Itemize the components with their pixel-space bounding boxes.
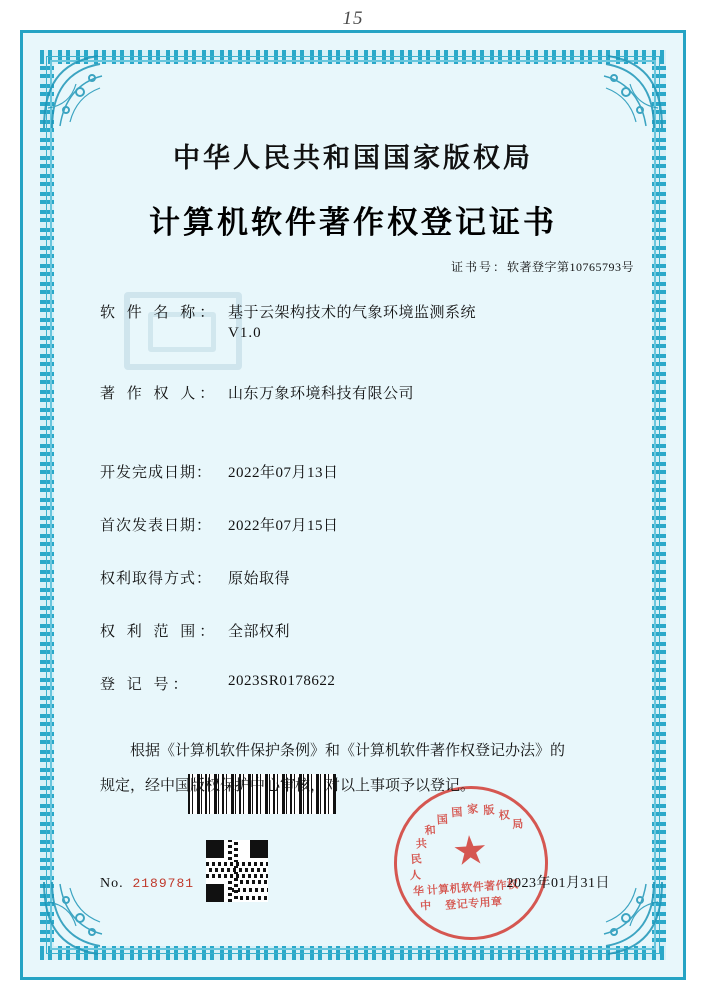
page-number-mark: 15 <box>342 8 364 29</box>
spacer <box>100 348 640 382</box>
certificate-number-label: 证书号： <box>450 260 507 274</box>
field-rights-scope <box>100 620 640 641</box>
statement-line-1: 根据《计算机软件保护条例》和《计算机软件著作权登记办法》的 <box>130 743 566 759</box>
serial-number-prefix: No. <box>100 876 124 891</box>
serial-number <box>100 876 194 892</box>
field-copyright-owner <box>100 382 640 403</box>
issuing-authority: 中华人民共和国国家版权局 <box>173 143 533 173</box>
certificate-title: 计算机软件著作权登记证书 <box>149 205 557 240</box>
field-value: 全部权利 <box>228 624 291 640</box>
field-registration-number <box>100 673 640 694</box>
field-label: 登 记 号： <box>100 677 192 693</box>
official-seal <box>389 781 553 945</box>
statement-line-2: 规定，经中国版权保护中心审核，对以上事项予以登记。 <box>100 778 476 795</box>
serial-number-value: 2189781 <box>132 876 195 891</box>
issue-date: 2023年01月31日 <box>506 876 610 891</box>
spacer <box>100 488 640 514</box>
seal-star-icon: ★ <box>450 826 490 875</box>
field-label: 软 件 名 称： <box>100 305 219 321</box>
field-value: 2022年07月15日 <box>228 518 339 534</box>
field-value: 原始取得 <box>228 571 291 587</box>
spacer <box>100 443 640 461</box>
field-acquisition-method <box>100 567 640 588</box>
field-value-text: 基于云架构技术的气象环境监测系统 <box>228 305 477 321</box>
spacer <box>100 409 640 443</box>
field-value <box>228 301 640 342</box>
field-value: 2023SR0178622 <box>228 673 336 689</box>
spacer <box>100 647 640 673</box>
field-development-date <box>100 461 640 482</box>
certificate-number-line <box>66 258 640 275</box>
seal-bottom-line-1: 计算机软件著作权 <box>426 878 520 898</box>
field-value: 2022年07月13日 <box>228 465 339 481</box>
certificate-number-value: 软著登字第10765793号 <box>506 260 634 274</box>
spacer <box>100 594 640 620</box>
field-list <box>66 301 640 694</box>
seal-bottom-line-2: 登记专用章 <box>444 895 503 912</box>
field-label: 权 利 范 围： <box>100 624 219 640</box>
field-value-version: V1.0 <box>228 325 262 341</box>
field-label: 开发完成日期： <box>100 465 213 481</box>
field-label: 著 作 权 人： <box>100 386 219 402</box>
qr-code <box>206 840 268 902</box>
spacer <box>100 541 640 567</box>
field-software-name <box>100 301 640 342</box>
field-first-publish-date <box>100 514 640 535</box>
certificate <box>20 30 686 980</box>
field-value: 山东万象环境科技有限公司 <box>228 386 415 402</box>
certificate-content <box>66 74 640 936</box>
legal-statement <box>66 734 640 805</box>
field-label: 权利取得方式： <box>100 571 213 587</box>
field-label: 首次发表日期： <box>100 518 213 534</box>
seal-ring-text: 中 华 人 民 共 和 国 国 家 版 权 局 <box>409 803 525 913</box>
certificate-footer <box>100 872 610 892</box>
